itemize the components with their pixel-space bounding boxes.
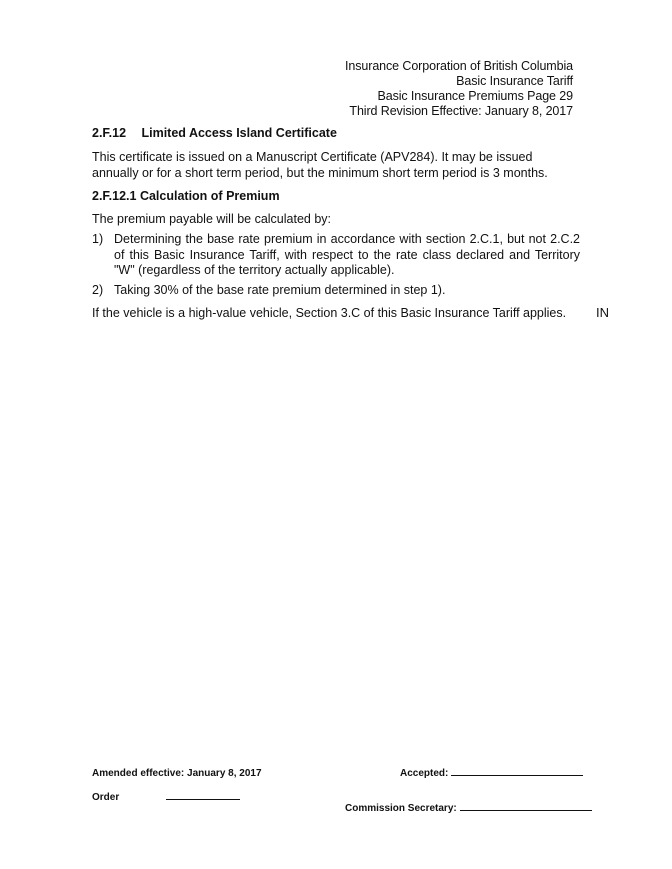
list-item xyxy=(92,283,580,299)
amended-effective: Amended effective: January 8, 2017 xyxy=(92,768,262,779)
subsection-heading: 2.F.12.1 Calculation of Premium xyxy=(92,189,280,203)
list-marker: 2) xyxy=(92,283,104,297)
high-value-note: If the vehicle is a high-value vehicle, Section 3.C of this Basic Insurance Tariff applies. xyxy=(92,306,567,320)
header-revision: Third Revision Effective: January 8, 2017 xyxy=(349,104,573,118)
subsection-intro: The premium payable will be calculated by: xyxy=(92,212,332,226)
list-item-text: Taking 30% of the base rate premium determined in step 1). xyxy=(114,283,446,297)
order-line xyxy=(166,799,240,800)
order-label: Order xyxy=(92,792,120,803)
section-intro: This certificate is issued on a Manuscript Certificate (APV284). It may be issued annually or for a short term period, but the minimum short term period is 3 months. xyxy=(92,150,548,180)
section-number: 2.F.12 xyxy=(92,126,127,140)
secretary-field xyxy=(345,803,592,814)
revision-margin-mark: IN xyxy=(596,305,609,320)
section-title: Limited Access Island Certificate xyxy=(141,126,337,140)
header-tariff: Basic Insurance Tariff xyxy=(456,74,573,88)
header-page: Basic Insurance Premiums Page 29 xyxy=(377,89,573,103)
header-organization: Insurance Corporation of British Columbia xyxy=(345,59,573,73)
secretary-label: Commission Secretary: xyxy=(345,803,457,814)
accepted-field xyxy=(400,768,583,779)
list-item-text: Determining the base rate premium in accordance with section 2.C.1, but not 2.C.2 of this Basic Insurance Tariff, with respect to the rate class declared and Territory "W" (regardless of the territory actually applicable). xyxy=(114,232,580,277)
document-header xyxy=(345,59,573,119)
section-heading xyxy=(92,126,337,140)
secretary-line xyxy=(460,810,592,811)
accepted-line xyxy=(451,775,583,776)
accepted-label: Accepted: xyxy=(400,768,449,779)
list-marker: 1) xyxy=(92,232,104,246)
order-field xyxy=(92,792,240,803)
list-item xyxy=(92,232,580,279)
